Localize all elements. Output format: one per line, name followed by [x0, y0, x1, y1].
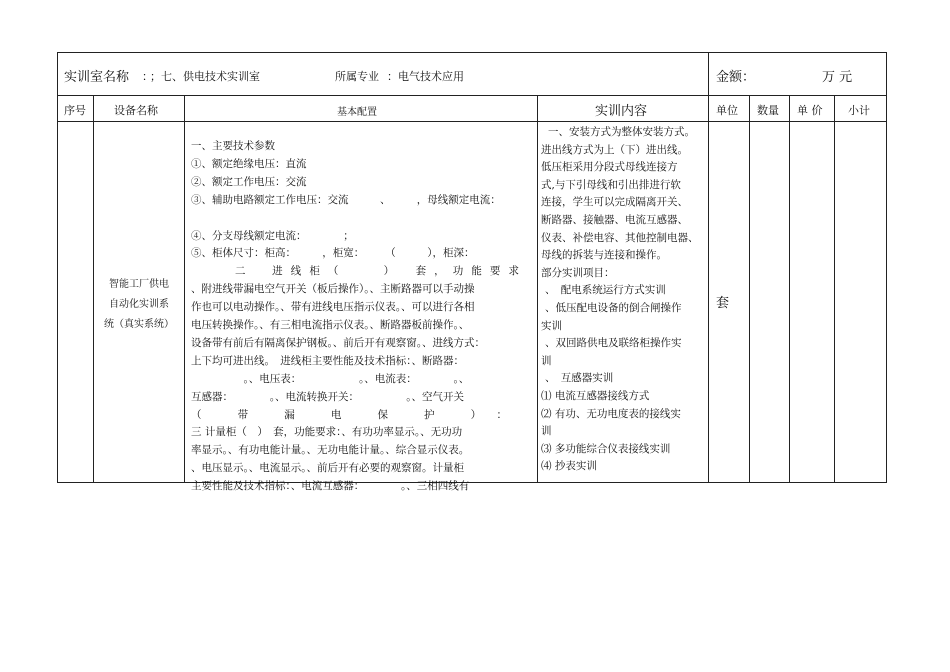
content-line: 进出线方式为上（下）进出线。 [541, 143, 688, 156]
room-colon: ： [142, 70, 153, 83]
col-divider-qty [789, 95, 790, 483]
content-line: 仪表、补偿电容、其他控制电器、 [541, 231, 699, 244]
content-line: 、低压配电设备的倒合闸操作 [545, 301, 682, 314]
room-label: 实训室名称 [64, 70, 130, 85]
config-line: 、电压显示。、电流显示。、前后开有必要的观察窗。计量柜 [191, 462, 464, 475]
content-line: 一、安装方式为整体安装方式。 [548, 126, 695, 138]
config-line: 二 进线柜（ ） 套，功能要求 [235, 265, 519, 278]
col-header-seq: 序号 [64, 104, 86, 117]
config-line: 、附进线带漏电空气开关（板后操作）。、主断路器可以手动操 [191, 283, 475, 296]
config-line: 率显示。、有功电能计量。、无功电能计量。、综合显示仪表。 [191, 444, 470, 457]
equipment-name-line: 自动化实训系 [109, 299, 169, 310]
content-line: ⑷ 抄表实训 [541, 460, 597, 473]
content-line: 实训 [541, 319, 562, 332]
major-value: ：电气技术应用 [387, 70, 464, 83]
amount-value: 万 元 [822, 70, 853, 85]
content-line: 式,与下引母线和引出排进行软 [541, 178, 681, 191]
config-line: 作也可以电动操作。、带有进线电压指示仪表。、可以进行各相 [191, 301, 475, 314]
content-line: 训 [541, 425, 552, 438]
content-line: ⑴ 电流互感器接线方式 [541, 389, 650, 402]
content-line: 连接，学生可以完成隔离开关、 [541, 196, 688, 209]
col-divider-unit [749, 95, 750, 483]
config-line: 。、电压表： 。、电流表： 。、 [191, 372, 470, 385]
col-divider-price [834, 95, 835, 483]
col-header-price: 单 价 [797, 104, 823, 117]
col-header-name: 设备名称 [114, 104, 158, 117]
major-label: 所属专业 [335, 70, 379, 83]
config-line: 上下均可进出线。 进线柜主要性能及技术指标：、断路器： [191, 354, 464, 367]
config-line: 电压转换操作。、有三相电流指示仪表。、断路器板前操作。、 [191, 319, 470, 332]
config-line [191, 210, 531, 228]
config-line: 设备带有前后有隔离保护钢板。、前后开有观察窗。、进线方式： [191, 336, 485, 349]
content-line: 训 [541, 354, 552, 367]
unit-value: 套 [716, 296, 730, 311]
amount-label: 金额： [716, 70, 756, 85]
config-line: 互感器： 。、电流转换开关： 。、空气开关 [191, 390, 464, 403]
config-line: ②、额定工作电压：交流 [191, 175, 307, 188]
content-line: ⑵ 有功、无功电度表的接线实 [541, 407, 681, 420]
config-line: 三 计量柜（ ） 套，功能要求：、有功功率显示。、无功功 [191, 426, 463, 439]
col-divider-amount [708, 52, 709, 483]
content-line: 母线的拆装与连接和操作。 [541, 249, 667, 262]
content-line: 断路器、接触器、电流互感器、 [541, 213, 688, 226]
col-header-unit: 单位 [716, 104, 738, 117]
table-border-left [57, 52, 58, 483]
config-text [191, 138, 531, 496]
col-header-config: 基本配置 [337, 107, 377, 118]
equipment-name [94, 275, 184, 335]
config-line: ④、分支母线额定电流： ； [191, 229, 354, 242]
config-line: （ 带 漏 电 保 护 ） ： [191, 408, 507, 421]
col-divider-name [184, 95, 185, 483]
config-line: ③、辅助电路额定工作电压：交流 、 ，母线额定电流： [191, 193, 501, 206]
config-line: ①、额定绝缘电压：直流 [191, 157, 307, 170]
col-header-qty: 数量 [757, 104, 779, 117]
config-line: 一、主要技术参数 [191, 140, 275, 152]
table-rule-header [57, 95, 887, 96]
room-value: ；七、供电技术实训室 [150, 70, 260, 83]
config-line: ⑤、柜体尺寸：柜高： ，柜宽： （ ），柜深： [191, 247, 475, 260]
table-rule-columns [57, 121, 887, 122]
col-header-content: 实训内容 [595, 104, 648, 119]
col-divider-config [537, 95, 538, 483]
equipment-name-line: 统（真实系统） [104, 319, 174, 330]
content-line: 、双回路供电及联络柜操作实 [545, 337, 682, 350]
content-line: 、 互感器实训 [545, 372, 614, 385]
content-line: 低压柜采用分段式母线连接方 [541, 161, 678, 174]
col-header-subtotal: 小计 [848, 104, 870, 117]
table-border-right [886, 52, 887, 483]
content-line: 部分实训项目： [541, 266, 615, 279]
equipment-name-line: 智能工厂供电 [109, 279, 169, 290]
training-content-text [541, 124, 705, 476]
content-line: 、 配电系统运行方式实训 [545, 284, 666, 297]
config-line: 主要性能及技术指标：、电流互感器： 。、三相四线有 [191, 480, 470, 493]
table-rule-top [57, 52, 887, 53]
content-line: ⑶ 多功能综合仪表接线实训 [541, 442, 671, 455]
